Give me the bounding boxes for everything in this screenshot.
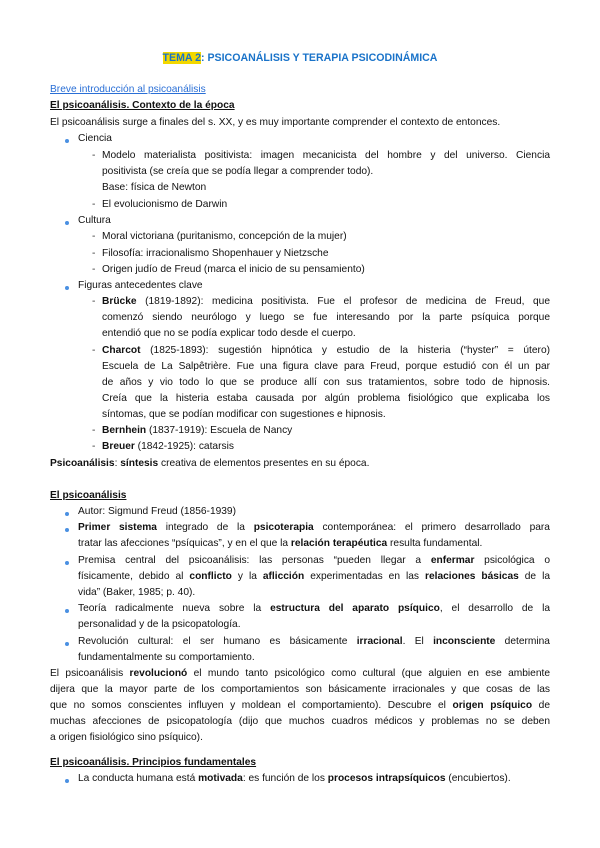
primer-line-1 xyxy=(78,520,550,536)
primer-bold-1: Primer sistema xyxy=(78,522,157,533)
bullet-icon xyxy=(65,286,69,290)
premisa-text-5: experimentadas en las xyxy=(304,571,425,582)
dash-icon: - xyxy=(92,296,96,307)
primer-bold-2: psicoterapia xyxy=(253,522,314,533)
bullet-icon xyxy=(65,221,69,225)
cultura-line-3: Origen judío de Freud (marca el inicio de su pensamiento) xyxy=(102,264,365,275)
bullet-ciencia: Ciencia xyxy=(78,133,112,144)
dash-icon: - xyxy=(92,425,96,436)
bullet-icon xyxy=(65,561,69,565)
premisa-bold-2: conflicto xyxy=(189,571,232,582)
charcot-text: (1825-1893): sugestión hipnótica y estudio de la histeria (“hyster” = útero) xyxy=(140,345,550,356)
psicoanalisis-heading: El psicoanálisis xyxy=(50,490,127,501)
premisa-text-2: psicológica o xyxy=(474,555,550,566)
ciencia-line-2: positivista (se creía que se podía llegar a comprender todo). xyxy=(102,166,374,177)
page-title xyxy=(0,50,600,66)
revolucion-text-1: Revolución cultural: el ser humano es básicamente xyxy=(78,636,357,647)
revolucion-text-2: . El xyxy=(402,636,434,647)
intro-link[interactable]: Breve introducción al psicoanálisis xyxy=(50,84,206,95)
parrafo-line-5: a origen fisiológico sino psíquico). xyxy=(50,732,203,743)
conducta-bold-2: procesos intrapsíquicos xyxy=(327,773,446,784)
bullet-icon xyxy=(65,528,69,532)
sintesis-line xyxy=(50,456,369,472)
teoria-text-2: , el desarrollo de la xyxy=(439,603,550,614)
parrafo-bold-2: origen psíquico xyxy=(452,700,533,711)
charcot-line-3: de años y vio todo lo que se produce allí con sus tratamientos, sobre todo de hipnosis. xyxy=(102,377,550,388)
sintesis-bold-1: Psicoanálisis xyxy=(50,458,115,469)
ciencia-darwin: El evolucionismo de Darwin xyxy=(102,199,228,210)
title-highlight: TEMA 2 xyxy=(162,52,202,64)
teoria-bold-1: estructura del aparato psíquico xyxy=(270,603,440,614)
cultura-line-1: Moral victoriana (puritanismo, concepción de la mujer) xyxy=(102,231,347,242)
parrafo-line-2: dijera que la mayor parte de los comportamientos son básicamente irracionales y que cosas de las xyxy=(50,684,550,695)
title-rest: : PSICOANÁLISIS Y TERAPIA PSICODINÁMICA xyxy=(201,52,438,64)
brucke-line-3: entendió que no se podía explicar todo desde el cuerpo. xyxy=(102,328,356,339)
charcot-line-4: Creía que la histeria estaba causada por algún problema fisiológico que explicaba los xyxy=(102,393,550,404)
conducta-text-1: La conducta humana está xyxy=(78,773,199,784)
autor-line: Autor: Sigmund Freud (1856-1939) xyxy=(78,506,236,517)
bullet-icon xyxy=(65,512,69,516)
sintesis-text-2: creativa de elementos presentes en su época. xyxy=(158,458,370,469)
parrafo-line-3 xyxy=(50,698,550,714)
brucke-name: Brücke xyxy=(102,296,137,307)
primer-text-3: tratar las afecciones “psíquicas”, y en el que la xyxy=(78,538,291,549)
teoria-text-1: Teoría radicalmente nueva sobre la xyxy=(78,603,271,614)
premisa-text-4: y la xyxy=(231,571,263,582)
premisa-bold-4: relaciones básicas xyxy=(425,571,519,582)
revolucion-bold-2: inconsciente xyxy=(433,636,496,647)
parrafo-text-4: de xyxy=(532,700,550,711)
premisa-line-3: vida” (Baker, 1985; p. 40). xyxy=(78,587,196,598)
revolucion-line-1 xyxy=(78,634,550,650)
teoria-line-1 xyxy=(78,601,550,617)
bullet-cultura: Cultura xyxy=(78,215,111,226)
dash-icon: - xyxy=(92,441,96,452)
breuer-text: (1842-1925): catarsis xyxy=(134,441,234,452)
premisa-text-6: de la xyxy=(518,571,551,582)
conducta-text-2: : es función de los xyxy=(242,773,328,784)
brucke-text: (1819-1892): medicina positivista. Fue el profesor de medicina de Freud, que xyxy=(136,296,550,307)
context-intro: El psicoanálisis surge a finales del s. XX, y es muy importante comprender el contexto de entonces. xyxy=(50,117,501,128)
premisa-bold-3: aflicción xyxy=(262,571,305,582)
ciencia-line-3: Base: física de Newton xyxy=(102,182,207,193)
parrafo-text-2: el mundo tanto psicológico como cultural (que alguien en ese ambiente xyxy=(187,668,550,679)
conducta-bold-1: motivada xyxy=(198,773,243,784)
charcot-line-1 xyxy=(102,343,550,359)
primer-line-2 xyxy=(78,536,482,552)
parrafo-text-3: que no somos conscientes influyen y moldean el comportamiento). Descubre el xyxy=(50,700,453,711)
premisa-line-1 xyxy=(78,553,550,569)
brucke-line-1 xyxy=(102,294,550,310)
principios-heading: El psicoanálisis. Principios fundamentales xyxy=(50,757,257,768)
premisa-text-1: Premisa central del psicoanálisis: las personas “pueden llegar a xyxy=(78,555,431,566)
premisa-bold-1: enfermar xyxy=(430,555,475,566)
revolucion-bold-1: irracional xyxy=(356,636,403,647)
parrafo-bold-1: revolucionó xyxy=(129,668,188,679)
conducta-text-3: (encubiertos). xyxy=(445,773,511,784)
primer-text-1: integrado de la xyxy=(156,522,254,533)
bullet-icon xyxy=(65,609,69,613)
dash-icon: - xyxy=(92,231,96,242)
context-heading: El psicoanálisis. Contexto de la época xyxy=(50,100,235,111)
primer-bold-3: relación terapéutica xyxy=(290,538,388,549)
dash-icon: - xyxy=(92,248,96,259)
dash-icon: - xyxy=(92,345,96,356)
premisa-line-2 xyxy=(78,569,550,585)
sintesis-text-1: : xyxy=(114,458,121,469)
cultura-line-2: Filosofía: irracionalismo Shopenhauer y Nietzsche xyxy=(102,248,329,259)
dash-icon: - xyxy=(92,264,96,275)
dash-icon: - xyxy=(92,199,96,210)
ciencia-line-1: Modelo materialista positivista: imagen mecanicista del hombre y del universo. Ciencia xyxy=(102,150,550,161)
bullet-figuras: Figuras antecedentes clave xyxy=(78,280,203,291)
primer-text-2: contemporánea: el primero desarrollado para xyxy=(313,522,550,533)
conducta-line xyxy=(78,771,511,787)
breuer-line xyxy=(102,439,234,455)
brucke-line-2: comenzó siendo neurólogo y luego se fue interesando por la parte psíquica porque xyxy=(102,312,550,323)
sintesis-bold-2: síntesis xyxy=(120,458,159,469)
bernhein-line xyxy=(102,423,292,439)
bullet-icon xyxy=(65,642,69,646)
charcot-name: Charcot xyxy=(102,345,141,356)
primer-text-4: resulta fundamental. xyxy=(387,538,483,549)
parrafo-text-1: El psicoanálisis xyxy=(50,668,130,679)
revolucion-line-2: fundamentalmente su comportamiento. xyxy=(78,652,255,663)
parrafo-line-1 xyxy=(50,666,550,682)
breuer-name: Breuer xyxy=(102,441,135,452)
bernhein-name: Bernhein xyxy=(102,425,147,436)
premisa-text-3: físicamente, debido al xyxy=(78,571,190,582)
parrafo-line-4: muchas afecciones de psicopatología (dijo que muchos cuadros médicos y problemas no se deben xyxy=(50,716,550,727)
dash-icon: - xyxy=(92,150,96,161)
charcot-line-5: síntomas, que se podían modificar con sugestiones e hipnosis. xyxy=(102,409,386,420)
revolucion-text-3: determina xyxy=(495,636,550,647)
teoria-line-2: personalidad y de la psicopatología. xyxy=(78,619,241,630)
charcot-line-2: Escuela de La Salpêtrière. Fue una figura clave para Freud, porque estudió con él un par xyxy=(102,361,550,372)
bullet-icon xyxy=(65,139,69,143)
bernhein-text: (1837-1919): Escuela de Nancy xyxy=(146,425,293,436)
bullet-icon xyxy=(65,779,69,783)
